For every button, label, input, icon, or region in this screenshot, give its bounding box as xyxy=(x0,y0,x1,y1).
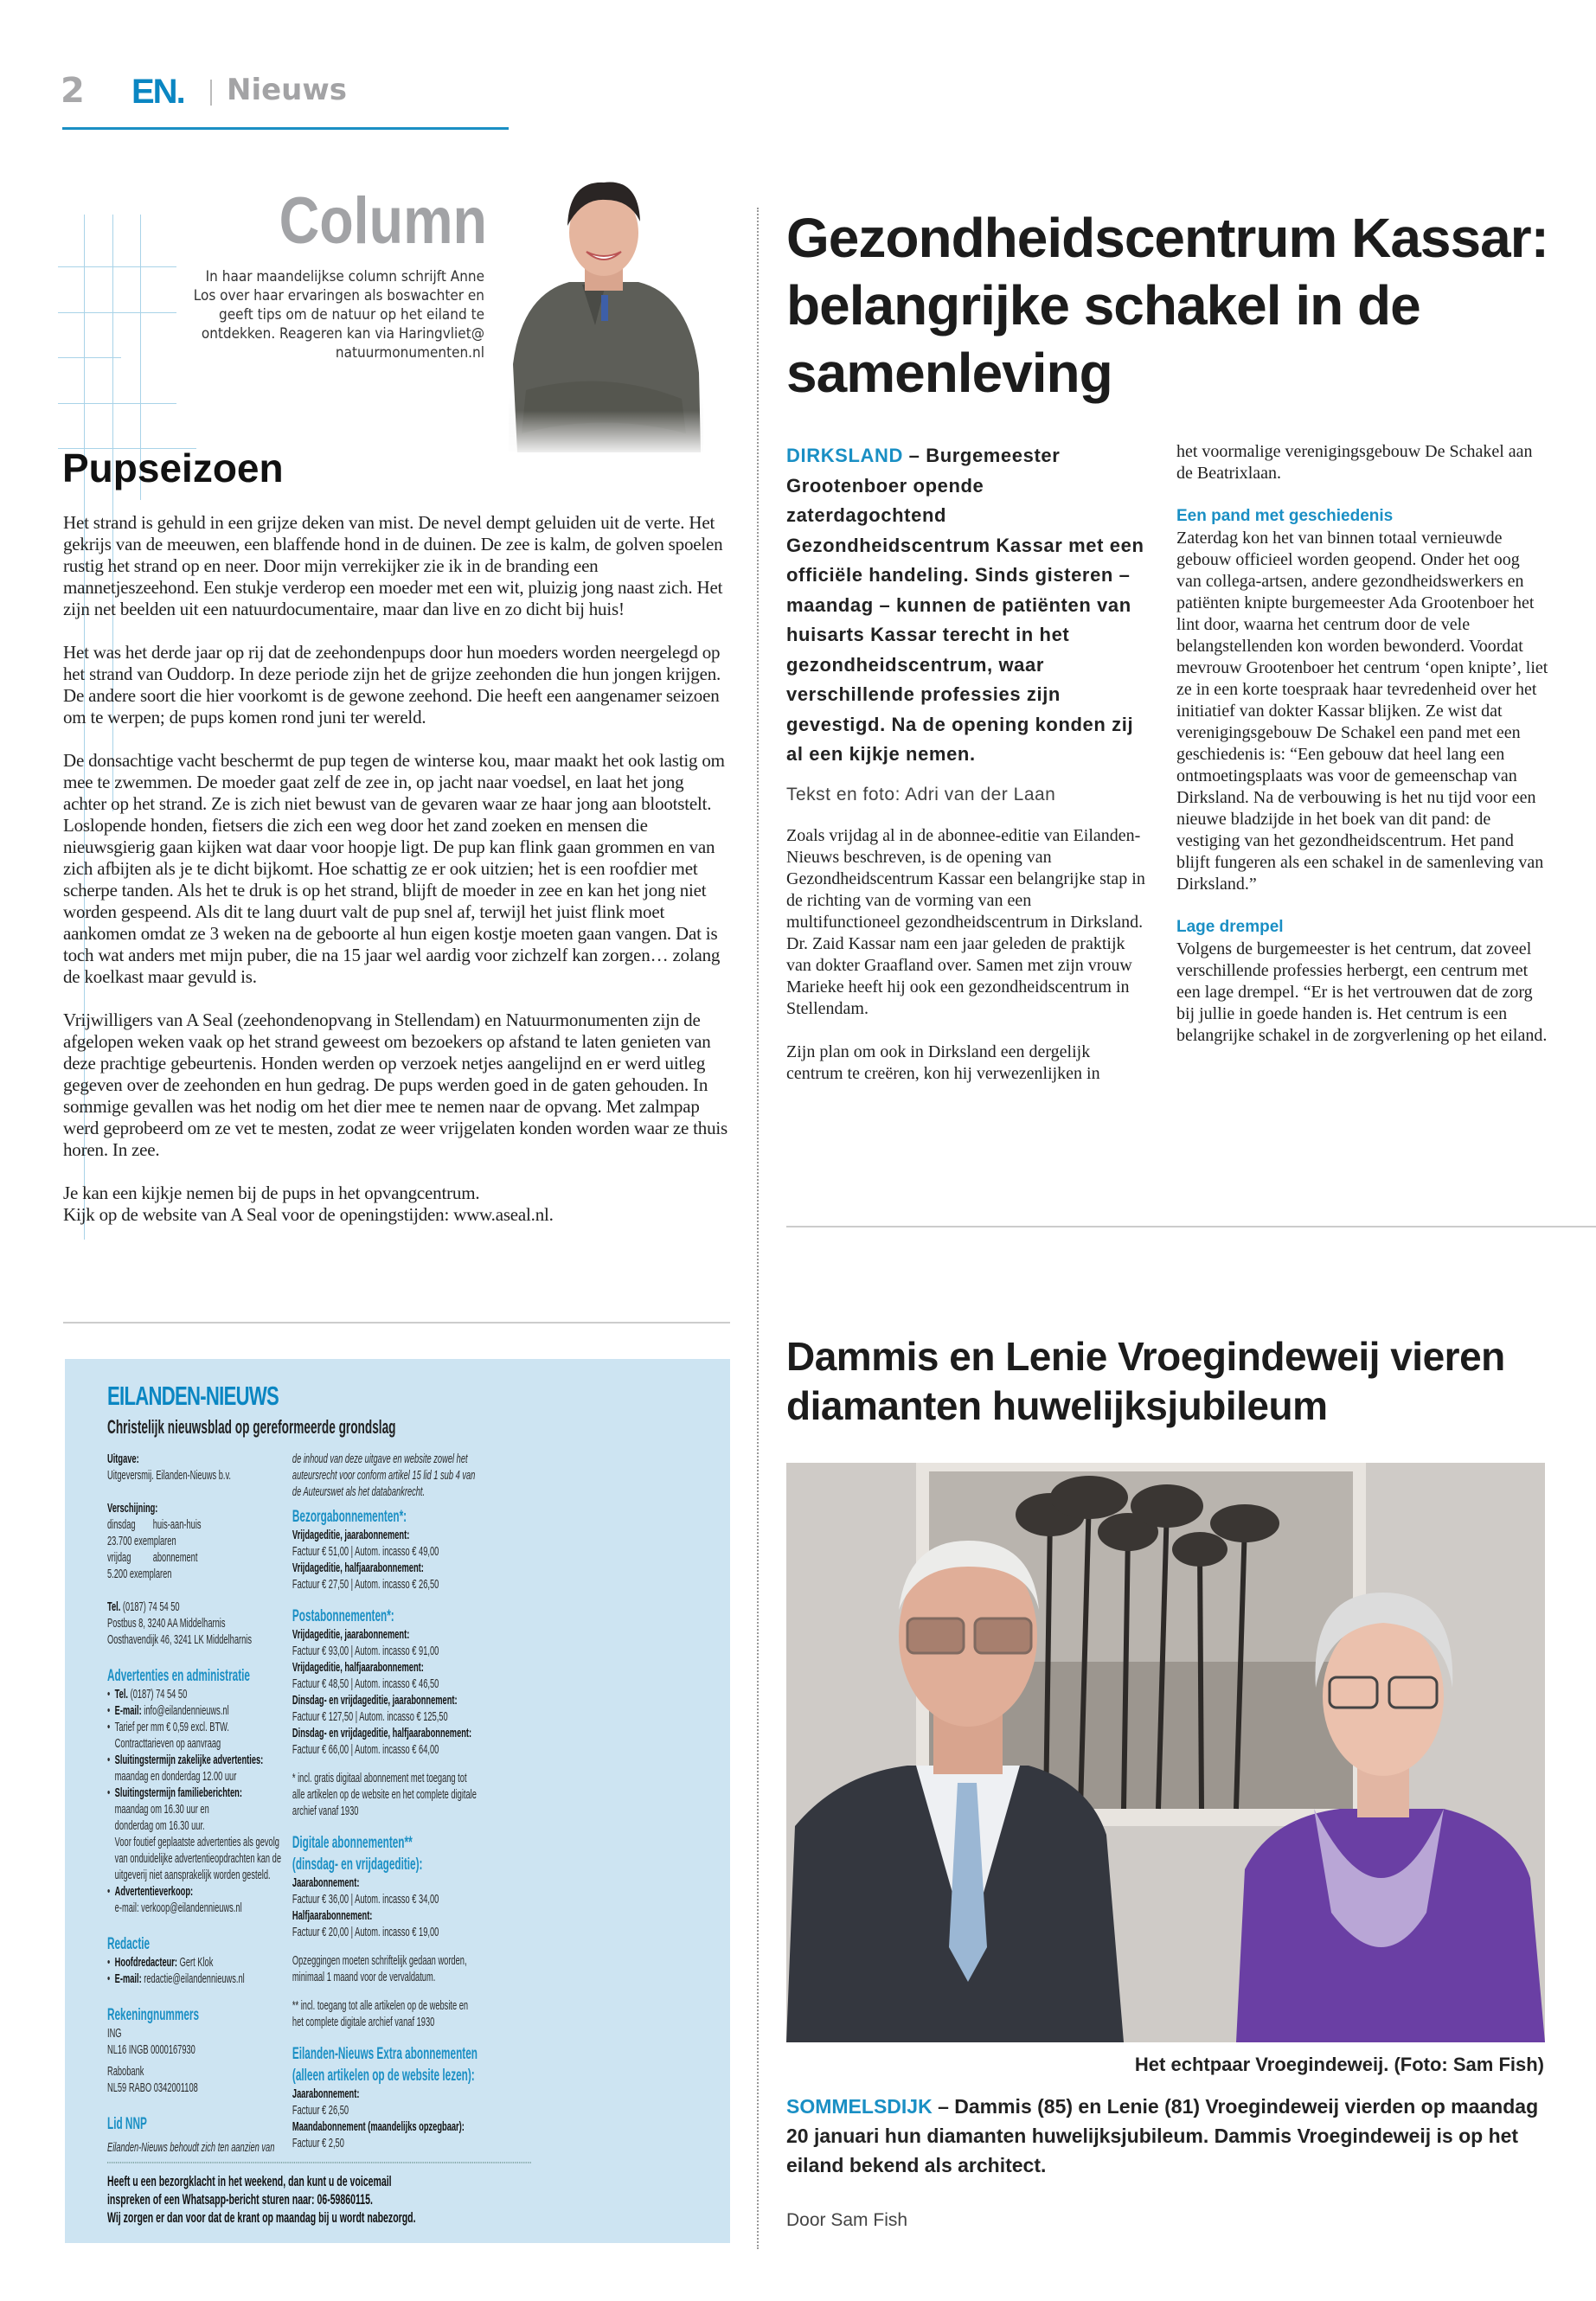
contact-item xyxy=(107,1686,285,1702)
colophon-line: Vrijdageditie, jaarabonnement: xyxy=(292,1528,410,1542)
spacer xyxy=(107,1987,285,2003)
colophon-heading: Rekeningnummers xyxy=(107,2006,200,2024)
colophon-line: Factuur € 27,50 | Autom. incasso € 26,50 xyxy=(292,1577,439,1592)
columnist-photo xyxy=(509,174,703,452)
colophon-line: Vrijdageditie, halfjaarabonnement: xyxy=(292,1561,424,1575)
contact-item xyxy=(107,1719,285,1735)
colophon-line: Vrijdageditie, jaarabonnement: xyxy=(292,1627,410,1642)
colophon-line: Factuur € 26,50 xyxy=(292,2103,349,2118)
section-label: Nieuws xyxy=(227,73,348,107)
footer-line: Heeft u een bezorgklacht in het weekend, dan kunt u de voicemail xyxy=(107,2173,392,2189)
paragraph: De donsachtige vacht beschermt de pup tegen de winterse kou, maar maakt het ook lastig om mee te zwemmen. De moeder gaat zelf de zee in, op jacht naar voedsel, en laat het jong achter op het strand. Ze is zich niet bewust van de gevaren waar ze haar jong aan blootstelt. Loslopende honden, fietsers die zich een weg door het zand zoeken en mensen die nieuwsgierig gaan kijken wat daar voor hoopje ligt. De pup kan flink gaan grommen en van zich afbijten als je te dicht bijkomt. Hoe schattig ze er ook uitzien; het is een roofdier met scherpe tanden. Als het te druk is op het strand, blijft de moeder in zee en kan het jong niet worden gespeend. Als dit te lang duurt valt de pup snel af, terwijl het juist flink moet aankomen omdat ze 3 weken na de geboorte al hun eigen kostje moeten gaan vangen. Dat is toch wat anders met mijn puber, die na 15 jaar wel aardig voor zichzelf kan zorgen… zolang de koelkast maar gevuld is. xyxy=(63,750,725,987)
colophon-line: * incl. gratis digitaal abonnement met toegang tot xyxy=(292,1771,467,1785)
item-value: Gert Klok xyxy=(177,1955,214,1970)
header-rule xyxy=(62,127,509,130)
distribution-row xyxy=(107,1516,285,1549)
colophon-line: Contracttarieven op aanvraag xyxy=(114,1736,221,1751)
colophon-line: auteursrecht voor conform artikel 15 lid 1 sub 4 van xyxy=(292,1468,476,1483)
divider xyxy=(786,1226,1596,1227)
colophon-heading: Advertenties en administratie xyxy=(107,1667,250,1685)
colophon-right-column xyxy=(292,1451,502,2151)
colophon-line: Jaarabonnement: xyxy=(292,1875,360,1890)
lead-text: – Burgemeester Grootenboer opende zaterdagochtend Gezondheidscentrum Kassar met een officiële handeling. Sinds gisteren – maandag – kunnen de patiënten van huisarts Kassar terecht in het gezondheidscentrum, waar verschillende professies zijn gevestigd. Na de opening konden zij al een kijkje nemen. xyxy=(786,445,1144,765)
colophon-line: Rabobank xyxy=(107,2064,144,2079)
footer-line: Wij zorgen er dan voor dat de krant op maandag bij u wordt nabezorgd. xyxy=(107,2209,416,2226)
article-byline: Door Sam Fish xyxy=(786,2210,908,2230)
colophon-line: Uitgeversmij. Eilanden-Nieuws b.v. xyxy=(107,1468,231,1483)
page-number: 2 xyxy=(61,71,85,111)
paragraph: Zijn plan om ook in Dirksland een dergelijk centrum te creëren, kon hij verwezenlijken in xyxy=(786,1042,1100,1083)
contact-item xyxy=(107,1883,285,1900)
colophon-line: maandag en donderdag 12.00 uur xyxy=(114,1769,237,1784)
column-body xyxy=(63,512,729,1247)
article-lead-column xyxy=(786,441,1150,1106)
colophon-line: Postbus 8, 3240 AA Middelharnis xyxy=(107,1616,226,1631)
colophon-line: Vrijdageditie, halfjaarabonnement: xyxy=(292,1660,424,1675)
article-headline: Dammis en Lenie Vroegindeweij vieren diamanten huwelijksjubileum xyxy=(786,1334,1505,1428)
spacer xyxy=(292,1593,502,1605)
item-value: (0187) 74 54 50 xyxy=(120,1599,180,1614)
colophon-line: donderdag om 16.30 uur. xyxy=(114,1818,205,1833)
column-label: Column xyxy=(279,184,487,258)
article-lead xyxy=(786,2092,1565,2180)
colophon-line: Factuur € 20,00 | Autom. incasso € 19,00 xyxy=(292,1925,439,1939)
colophon-line: Opzeggingen moeten schriftelijk gedaan worden, xyxy=(292,1953,467,1968)
article2-text xyxy=(786,2092,1565,2232)
colophon-heading: Lid NNP xyxy=(107,2115,147,2133)
contact-item xyxy=(107,1954,285,1971)
colophon-heading: Eilanden-Nieuws Extra abonnementen xyxy=(292,2045,478,2063)
colophon-line: Jaarabonnement: xyxy=(292,2086,360,2101)
colophon-heading: Redactie xyxy=(107,1935,151,1953)
dateline: SOMMELSDIJK xyxy=(786,2095,933,2118)
colophon-box xyxy=(65,1359,730,2243)
distribution-row xyxy=(107,1549,285,1582)
colophon-line: Verschijning: xyxy=(107,1501,158,1516)
article-lead xyxy=(786,441,1150,770)
divider xyxy=(63,1322,730,1324)
subheading: Een pand met geschiedenis xyxy=(1176,507,1394,525)
colophon-line: Factuur € 48,50 | Autom. incasso € 46,50 xyxy=(292,1676,439,1691)
eilanden-nieuws-logo: EILANDEN-NIEUWS xyxy=(107,1381,279,1411)
colophon-line: Dinsdag- en vrijdageditie, halfjaarabonnement: xyxy=(292,1726,472,1740)
spacer xyxy=(107,1648,285,1664)
spacer xyxy=(292,1758,502,1770)
colophon-subtitle: Christelijk nieuwsblad op gereformeerde grondslag xyxy=(107,1416,396,1438)
item-value: Tarief per mm € 0,59 excl. BTW. xyxy=(114,1720,229,1734)
colophon-line: Factuur € 51,00 | Autom. incasso € 49,00 xyxy=(292,1544,439,1559)
spacer xyxy=(292,2030,502,2042)
header-divider xyxy=(210,80,212,106)
colophon-line: NL59 RABO 0342001108 xyxy=(107,2080,198,2095)
couple-photo xyxy=(786,1463,1545,2042)
colophon-line: Dinsdag- en vrijdageditie, jaarabonnement: xyxy=(292,1693,458,1708)
colophon-line: van onduidelijke advertentieopdrachten kan de xyxy=(114,1851,282,1866)
contact-item xyxy=(107,1752,285,1768)
colophon-heading: (dinsdag- en vrijdageditie): xyxy=(292,1856,423,1874)
item-value: redactie@eilandennieuws.nl xyxy=(141,1971,245,1986)
paragraph: Zoals vrijdag al in de abonnee-editie van Eilanden-Nieuws beschreven, is de opening van Gezondheidscentrum Kassar een belangrijke stap in de richting van de vorming van een multifunctioneel gezondheidscentrum in Dirksland. Dr. Zaid Kassar nam een jaar geleden de praktijk van dokter Graafland over. Samen met zijn vrouw Marieke heeft hij ook een gezondheidscentrum in Stellendam. xyxy=(786,825,1145,1018)
column-divider xyxy=(757,208,759,2249)
colophon-line: Eilanden-Nieuws behoudt zich ten aanzien van xyxy=(107,2140,275,2155)
article-body-col2 xyxy=(1176,441,1548,1068)
colophon-line: Maandabonnement (maandelijks opzegbaar): xyxy=(292,2119,465,2134)
spacer xyxy=(292,1819,502,1831)
colophon-line: uitgeverij niet aansprakelijk worden gesteld. xyxy=(114,1868,271,1882)
colophon-heading: (alleen artikelen op de website lezen): xyxy=(292,2067,475,2085)
row-cell: huis-aan-huis xyxy=(152,1517,202,1532)
colophon-left-column xyxy=(107,1451,285,2156)
spacer xyxy=(107,1484,285,1500)
dotted-divider xyxy=(107,2162,531,2163)
paragraph: Zaterdag kon het van binnen totaal vernieuwde gebouw officieel worden geopend. Onder het oog van collega-artsen, andere gezondheidswerkers en patiënten knipte burgemeester Ada Grootenboer het lint door, waarna het centrum door de vele belangstellenden kon worden bewonderd. Voordat mevrouw Grootenboer het centrum ‘open knipte’, liet ze in een korte toespraak haar tevredenheid over het initiatief van dokter Kassar blijken. Ze wist dat verenigingsgebouw De Schakel een pand met een geschiedenis is: “Een gebouw dat heel lang een ontmoetingsplaats was voor de gemeenschap van Dirksland. Na de verbouwing is het nu tijd voor een nieuwe bladzijde in het boek van dit pand: de vestiging van het gezondheidscentrum. Het pand blijft fungeren als een schakel in de samenleving van Dirksland.” xyxy=(1176,529,1548,894)
paragraph: Het was het derde jaar op rij dat de zeehondenpups door hun moeders worden neergelegd op het strand van Ouddorp. In deze periode zijn het de grijze zeehonden die hun jongen krijgen. De andere soort die hier voorkomt is de gewone zeehond. Die heeft een aangenamer seizoen om te werpen; de pups komen rond juni ter wereld. xyxy=(63,642,721,727)
row-cell: abonnement xyxy=(152,1550,198,1565)
colophon-line: archief vanaf 1930 xyxy=(292,1804,359,1818)
column-title: Pupseizoen xyxy=(62,445,284,490)
dateline: DIRKSLAND xyxy=(786,445,903,466)
colophon-line: het complete digitale archief vanaf 1930 xyxy=(292,2015,435,2029)
item-label: Hoofdredacteur: xyxy=(114,1955,178,1970)
spacer xyxy=(107,1582,285,1599)
spacer xyxy=(107,1916,285,1932)
footer-line: inspreken of een Whatsapp-bericht sturen naar: 06-59860115. xyxy=(107,2191,373,2208)
paragraph: Het strand is gehuld in een grijze deken van mist. De nevel dempt geluiden uit de verte. Het gekrijs van de meeuwen, een blaffende hond in de duinen. De zee is kalm, de golven spoelen rustig het strand op en neer. Door mijn verrekijker zie ik in de branding een mannetjeszeehond. Een stukje verderop een moeder met een wit, pluizig jong naast zich. Het zijn net beelden uit een natuurdocumentaire, maar dan live en zo dicht bij huis! xyxy=(63,512,723,619)
spacer xyxy=(292,1940,502,1952)
colophon-line: Factuur € 127,50 | Autom. incasso € 125,50 xyxy=(292,1709,448,1724)
contact-item xyxy=(107,1785,285,1801)
colophon-line: Oosthavendijk 46, 3241 LK Middelharnis xyxy=(107,1632,252,1647)
photo-caption: Het echtpaar Vroegindeweij. (Foto: Sam Fish) xyxy=(1134,2054,1544,2075)
row-cell: 5.200 exemplaren xyxy=(107,1567,172,1581)
spacer xyxy=(107,2096,285,2112)
item-label: E-mail: xyxy=(114,1971,142,1986)
row-cell: 23.700 exemplaren xyxy=(107,1534,176,1548)
item-label: Tel. xyxy=(114,1687,129,1702)
item-value: info@eilandennieuws.nl xyxy=(141,1703,229,1718)
subheading: Lage drempel xyxy=(1176,918,1284,936)
paragraph: Je kan een kijkje nemen bij de pups in het opvangcentrum. Kijk op de website van A Seal voor de openingstijden: www.aseal.nl. xyxy=(63,1183,554,1225)
colophon-line: Factuur € 93,00 | Autom. incasso € 91,00 xyxy=(292,1644,439,1658)
colophon-line: Halfjaarabonnement: xyxy=(292,1908,373,1923)
paragraph: Volgens de burgemeester is het centrum, dat zoveel verschillende professies herbergt, een centrum met een lage drempel. “Er is het vertrouwen dat de zorg bij jullie in goede handen is. Het centrum is een belangrijke schakel in de zorgverlening op het eiland. xyxy=(1176,939,1548,1045)
colophon-line: ** incl. toegang tot alle artikelen op de website en xyxy=(292,1998,469,2013)
colophon-heading: Bezorgabonnementen*: xyxy=(292,1508,407,1526)
contact-item xyxy=(107,1702,285,1719)
item-label: Sluitingstermijn zakelijke advertenties: xyxy=(114,1753,264,1767)
lead-text: – Dammis (85) en Lenie (81) Vroegindeweij vierden op maandag 20 januari hun diamanten huwelijksjubileum. Dammis Vroegindeweij is op het eiland bekend als architect. xyxy=(786,2095,1539,2176)
colophon-line: Uitgave: xyxy=(107,1452,139,1466)
item-label: Tel. xyxy=(107,1599,121,1614)
item-label: E-mail: xyxy=(114,1703,142,1718)
colophon-line: Factuur € 2,50 xyxy=(292,2136,344,2150)
colophon-heading: Digitale abonnementen** xyxy=(292,1834,413,1852)
colophon-line: Factuur € 36,00 | Autom. incasso € 34,00 xyxy=(292,1892,439,1907)
colophon-line: e-mail: verkoop@eilandennieuws.nl xyxy=(114,1900,242,1915)
en-logo: EN. xyxy=(131,73,184,111)
contact-item xyxy=(107,1971,285,1987)
paragraph: het voormalige verenigingsgebouw De Schakel aan de Beatrixlaan. xyxy=(1176,442,1533,483)
article-body-col1 xyxy=(786,825,1150,1085)
article-headline: Gezondheidscentrum Kassar: belangrijke schakel in de samenleving xyxy=(786,207,1548,404)
colophon-line: Voor foutief geplaatste advertenties als gevolg xyxy=(114,1835,279,1849)
item-label: Advertentieverkoop: xyxy=(114,1884,194,1899)
contact-item xyxy=(107,1599,285,1615)
column-intro: In haar maandelijkse column schrijft Anne Los over haar ervaringen als boswachter en geeft tips om de natuur op het eiland te ontdekken. Reageren kan via Haringvliet@ natuurmonumenten.nl xyxy=(193,268,485,362)
colophon-line: Factuur € 66,00 | Autom. incasso € 64,00 xyxy=(292,1742,439,1757)
colophon-line: maandag om 16.30 uur en xyxy=(114,1802,209,1817)
article-byline: Tekst en foto: Adri van der Laan xyxy=(786,784,1056,804)
spacer xyxy=(292,1985,502,1997)
row-cell: vrijdag xyxy=(107,1550,131,1565)
colophon-line: de Auteurswet als het databankrecht. xyxy=(292,1484,426,1499)
item-label: Sluitingstermijn familieberichten: xyxy=(114,1785,242,1800)
item-value: (0187) 74 54 50 xyxy=(128,1687,188,1702)
row-cell: dinsdag xyxy=(107,1517,136,1532)
colophon-line: ING xyxy=(107,2026,122,2041)
colophon-heading: Postabonnementen*: xyxy=(292,1607,394,1625)
colophon-line: minimaal 1 maand voor de vervaldatum. xyxy=(292,1970,436,1984)
colophon-line: alle artikelen op de website en het complete digitale xyxy=(292,1787,477,1802)
colophon-footer xyxy=(107,2172,416,2227)
colophon-line: NL16 INGB 0000167930 xyxy=(107,2042,195,2057)
spacer xyxy=(292,1500,502,1505)
colophon-line: de inhoud van deze uitgave en website zowel het xyxy=(292,1452,468,1466)
paragraph: Vrijwilligers van A Seal (zeehondenopvang in Stellendam) en Natuurmonumenten zijn de afgelopen weken vaak op het strand geweest om bezoekers op afstand te laten genieten van deze prachtige gebeurtenis. Honden werden op verzoek netjes aangelijnd en er werd uitleg gegeven over de zeehonden en hun gedrag. De pups werden goed in de gaten gehouden. In sommige gevallen was het nodig om het dier mee te nemen naar de opvang. Met zalmpap werd geprobeerd om ze vet te mesten, zodat ze weer vrijgelaten konden worden waar ze thuis horen. In zee. xyxy=(63,1009,727,1160)
